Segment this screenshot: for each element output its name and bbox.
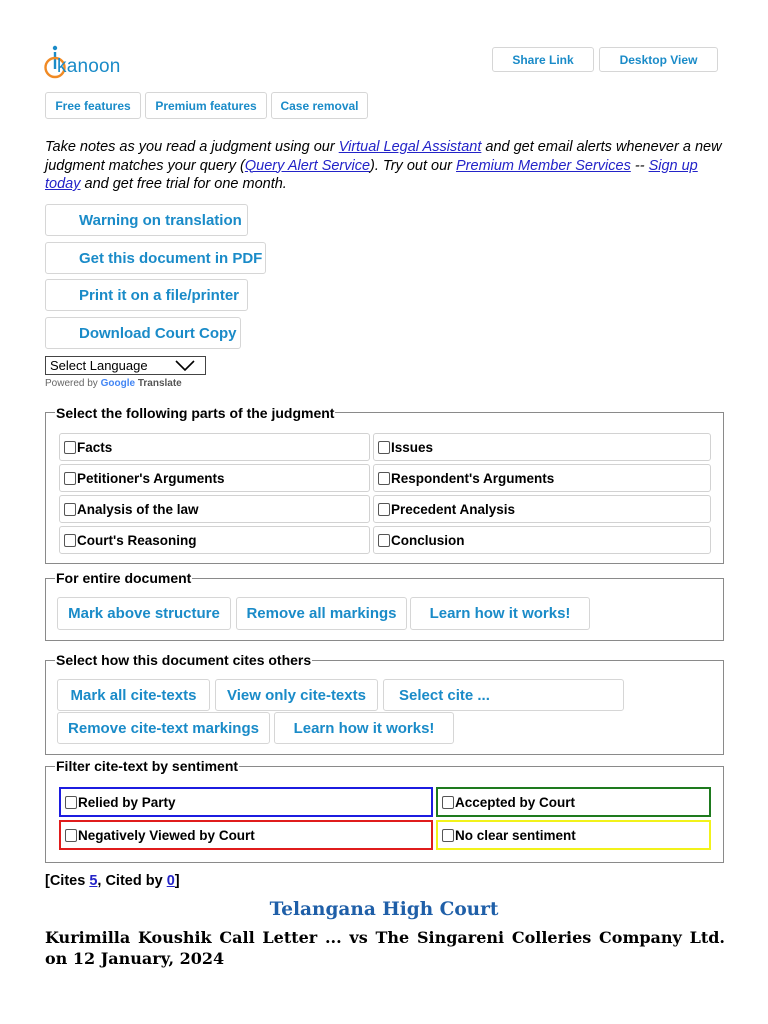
tab-case-removal[interactable]: Case removal	[271, 92, 368, 119]
checkbox[interactable]	[65, 796, 77, 809]
part-analysis-of-law[interactable]	[59, 495, 370, 523]
court-name: Telangana High Court	[269, 899, 499, 920]
checkbox[interactable]	[378, 472, 390, 485]
learn-how-it-works-cites-button[interactable]: Learn how it works!	[274, 712, 454, 744]
checkbox[interactable]	[378, 534, 390, 547]
desktop-view-button[interactable]: Desktop View	[599, 47, 718, 72]
share-link-button[interactable]: Share Link	[492, 47, 594, 72]
remove-all-markings-button[interactable]: Remove all markings	[236, 597, 407, 630]
promo-text-3: ). Try out our	[370, 157, 456, 174]
part-conclusion[interactable]	[373, 526, 711, 554]
remove-cite-text-markings-button[interactable]: Remove cite-text markings	[57, 712, 270, 744]
part-precedent-analysis[interactable]	[373, 495, 711, 523]
part-petitioners-arguments[interactable]	[59, 464, 370, 492]
logo-text: kanoon	[57, 56, 121, 77]
learn-how-it-works-button[interactable]: Learn how it works!	[410, 597, 590, 630]
promo-text-5: and get free trial for one month.	[80, 176, 287, 192]
promo-text	[45, 138, 725, 194]
virtual-legal-assistant-link[interactable]: Virtual Legal Assistant	[338, 139, 482, 155]
sentiment-label: Relied by Party	[78, 794, 176, 810]
part-label: Facts	[77, 439, 113, 455]
print-button[interactable]: Print it on a file/printer	[45, 279, 248, 311]
sentiment-label: Accepted by Court	[455, 794, 576, 810]
logo[interactable]	[44, 44, 134, 82]
promo-text-1: Take notes as you read a judgment using our	[45, 139, 339, 155]
cites-legend: Select how this document cites others	[56, 652, 312, 668]
language-select-value: Select Language	[50, 358, 148, 373]
tab-free-features[interactable]: Free features	[45, 92, 141, 119]
promo-text-4: --	[630, 157, 649, 174]
promo-text-2: and get email alerts whenever a new judgment matches your query (	[45, 139, 722, 174]
sentiment-no-clear[interactable]	[436, 820, 711, 850]
checkbox[interactable]	[64, 472, 76, 485]
checkbox[interactable]	[64, 534, 76, 547]
part-facts[interactable]	[59, 433, 370, 461]
sentiment-label: No clear sentiment	[455, 827, 576, 843]
language-select[interactable]	[45, 356, 206, 375]
judgment-title: Kurimilla Koushik Call Letter ... vs The Singareni Colleries Company Ltd. on 12 January, 2024	[45, 928, 725, 968]
part-label: Analysis of the law	[77, 501, 199, 517]
sentiment-relied-by-party[interactable]	[59, 787, 433, 817]
part-label: Petitioner's Arguments	[77, 470, 225, 486]
cites-count-link[interactable]: 5	[89, 873, 98, 889]
sign-up-today-link[interactable]: Sign up today	[45, 157, 698, 192]
sentiment-legend: Filter cite-text by sentiment	[56, 758, 239, 774]
query-alert-service-link[interactable]: Query Alert Service	[244, 157, 371, 174]
part-label: Issues	[391, 439, 434, 455]
cited-by-label: , Cited by	[97, 873, 167, 889]
mark-all-cite-texts-button[interactable]: Mark all cite-texts	[57, 679, 210, 711]
part-label: Conclusion	[391, 532, 465, 548]
powered-by-translate	[45, 378, 182, 389]
sentiment-accepted-by-court[interactable]	[436, 787, 711, 817]
view-only-cite-texts-button[interactable]: View only cite-texts	[215, 679, 378, 711]
chevron-down-icon	[174, 359, 196, 373]
translate-link[interactable]: Translate	[137, 378, 182, 389]
cited-by-count-link[interactable]: 0	[166, 873, 175, 889]
mark-above-structure-button[interactable]: Mark above structure	[57, 597, 231, 630]
part-label: Precedent Analysis	[391, 501, 516, 517]
cites-open: [Cites	[45, 873, 90, 889]
checkbox[interactable]	[378, 441, 390, 454]
get-pdf-button[interactable]: Get this document in PDF	[45, 242, 266, 274]
checkbox[interactable]	[65, 829, 77, 842]
checkbox[interactable]	[442, 829, 454, 842]
warning-on-translation-button[interactable]: Warning on translation	[45, 204, 248, 236]
checkbox[interactable]	[64, 441, 76, 454]
tab-premium-features[interactable]: Premium features	[145, 92, 267, 119]
select-cite-button[interactable]: Select cite ...	[383, 679, 624, 711]
powered-by-label: Powered by	[45, 378, 98, 389]
part-issues[interactable]	[373, 433, 711, 461]
part-courts-reasoning[interactable]	[59, 526, 370, 554]
download-court-copy-button[interactable]: Download Court Copy	[45, 317, 241, 349]
checkbox[interactable]	[378, 503, 390, 516]
entire-document-legend: For entire document	[56, 570, 192, 586]
citation-counts	[45, 873, 180, 889]
part-label: Respondent's Arguments	[391, 470, 555, 486]
sentiment-negatively-viewed[interactable]	[59, 820, 433, 850]
part-respondents-arguments[interactable]	[373, 464, 711, 492]
judgment-parts-legend: Select the following parts of the judgment	[56, 405, 335, 421]
cites-close: ]	[174, 873, 180, 889]
part-label: Court's Reasoning	[77, 532, 197, 548]
google-logo[interactable]: Google	[100, 378, 136, 389]
checkbox[interactable]	[442, 796, 454, 809]
sentiment-label: Negatively Viewed by Court	[78, 827, 255, 843]
premium-member-services-link[interactable]: Premium Member Services	[456, 157, 631, 174]
checkbox[interactable]	[64, 503, 76, 516]
